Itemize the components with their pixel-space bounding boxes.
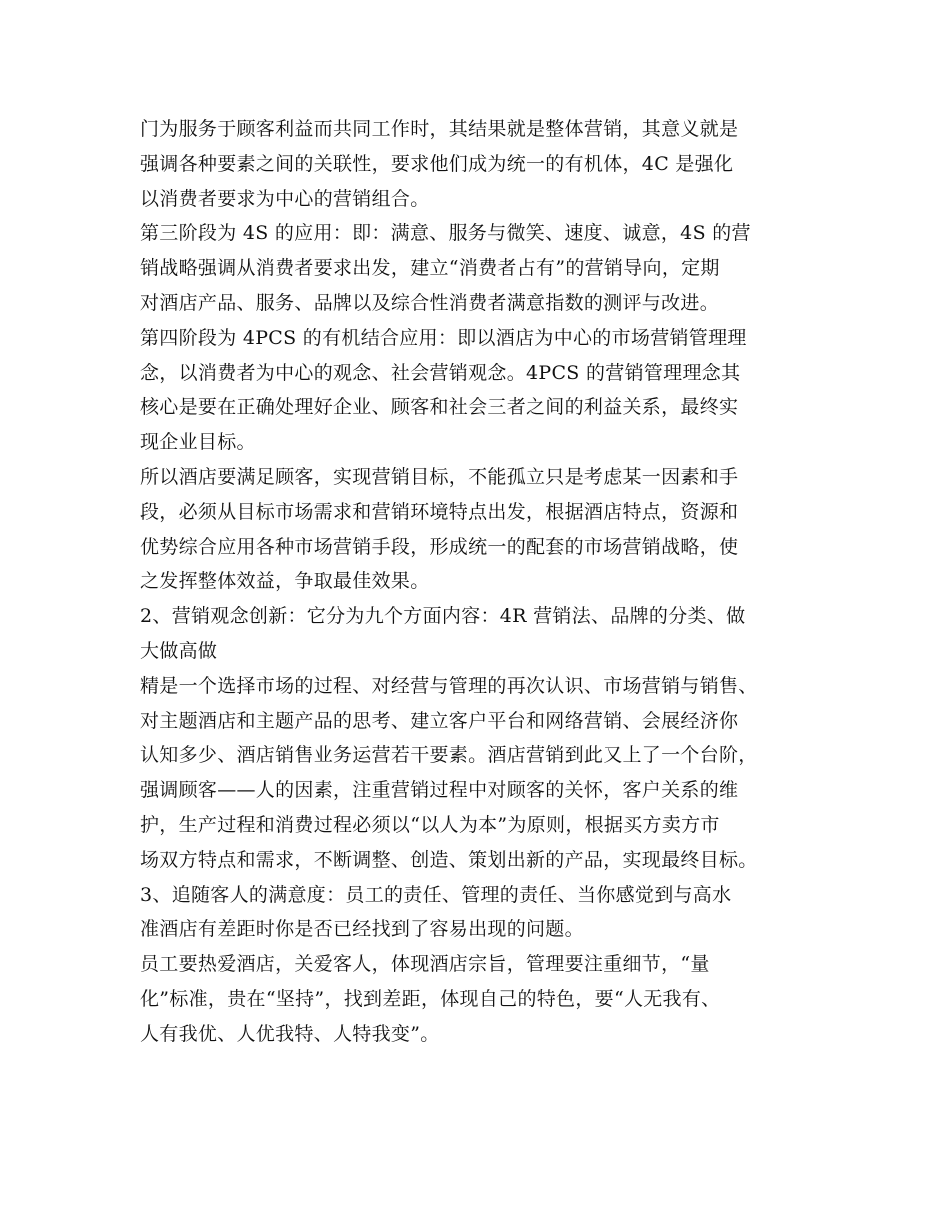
- text-line: 大做高做: [140, 639, 218, 662]
- text-line: 第三阶段为 4S 的应用：即：满意、服务与微笑、速度、诚意，4S 的营: [140, 222, 751, 245]
- text-line: 念，以消费者为中心的观念、社会营销观念。4PCS 的营销管理理念其: [140, 361, 741, 384]
- text-line: 人有我优、人优我特、人特我变”。: [140, 1022, 440, 1045]
- text-line: 门为服务于顾客利益而共同工作时，其结果就是整体营销，其意义就是: [140, 118, 739, 140]
- text-line: 认知多少、酒店销售业务运营若干要素。酒店营销到此又上了一个台阶，: [140, 744, 758, 767]
- text-line: 精是一个选择市场的过程、对经营与管理的再次认识、市场营销与销售、: [140, 674, 758, 697]
- text-line: 强调各种要素之间的关联性，要求他们成为统一的有机体，4C 是强化: [140, 152, 734, 175]
- text-line: 现企业目标。: [140, 431, 256, 454]
- text-line: 第四阶段为 4PCS 的有机结合应用：即以酒店为中心的市场营销管理理: [140, 326, 747, 349]
- text-line: 对主题酒店和主题产品的思考、建立客户平台和网络营销、会展经济你: [140, 709, 739, 732]
- text-line: 3、追随客人的满意度：员工的责任、管理的责任、当你感觉到与高水: [140, 883, 732, 906]
- text-line: 对酒店产品、服务、品牌以及综合性消费者满意指数的测评与改进。: [140, 291, 720, 314]
- text-line: 护，生产过程和消费过程必须以“以人为本”为原则，根据买方卖方市: [140, 813, 720, 836]
- text-line: 2、营销观念创新：它分为九个方面内容：4R 营销法、品牌的分类、做: [140, 605, 746, 628]
- text-line: 以消费者要求为中心的营销组合。: [140, 187, 430, 210]
- document-body: [140, 112, 830, 1052]
- text-line: 优势综合应用各种市场营销手段，形成统一的配套的市场营销战略，使: [140, 535, 739, 558]
- text-line: 之发挥整体效益，争取最佳效果。: [140, 570, 430, 593]
- text-line: 核心是要在正确处理好企业、顾客和社会三者之间的利益关系，最终实: [140, 396, 739, 419]
- text-line: 场双方特点和需求，不断调整、创造、策划出新的产品，实现最终目标。: [140, 848, 758, 871]
- text-line: 所以酒店要满足顾客，实现营销目标，不能孤立只是考虑某一因素和手: [140, 465, 739, 488]
- text-line: 准酒店有差距时你是否已经找到了容易出现的问题。: [140, 918, 584, 941]
- text-line: 段，必须从目标市场需求和营销环境特点出发，根据酒店特点，资源和: [140, 500, 739, 523]
- text-line: 员工要热爱酒店，关爱客人，体现酒店宗旨，管理要注重细节，“量: [140, 953, 710, 976]
- text-line: 化”标准，贵在“坚持”，找到差距，体现自己的特色，要“人无我有、: [140, 987, 721, 1010]
- text-line: 强调顾客——人的因素，注重营销过程中对顾客的关怀，客户关系的维: [140, 779, 739, 802]
- text-line: 销战略强调从消费者要求出发，建立“消费者占有”的营销导向，定期: [140, 257, 720, 280]
